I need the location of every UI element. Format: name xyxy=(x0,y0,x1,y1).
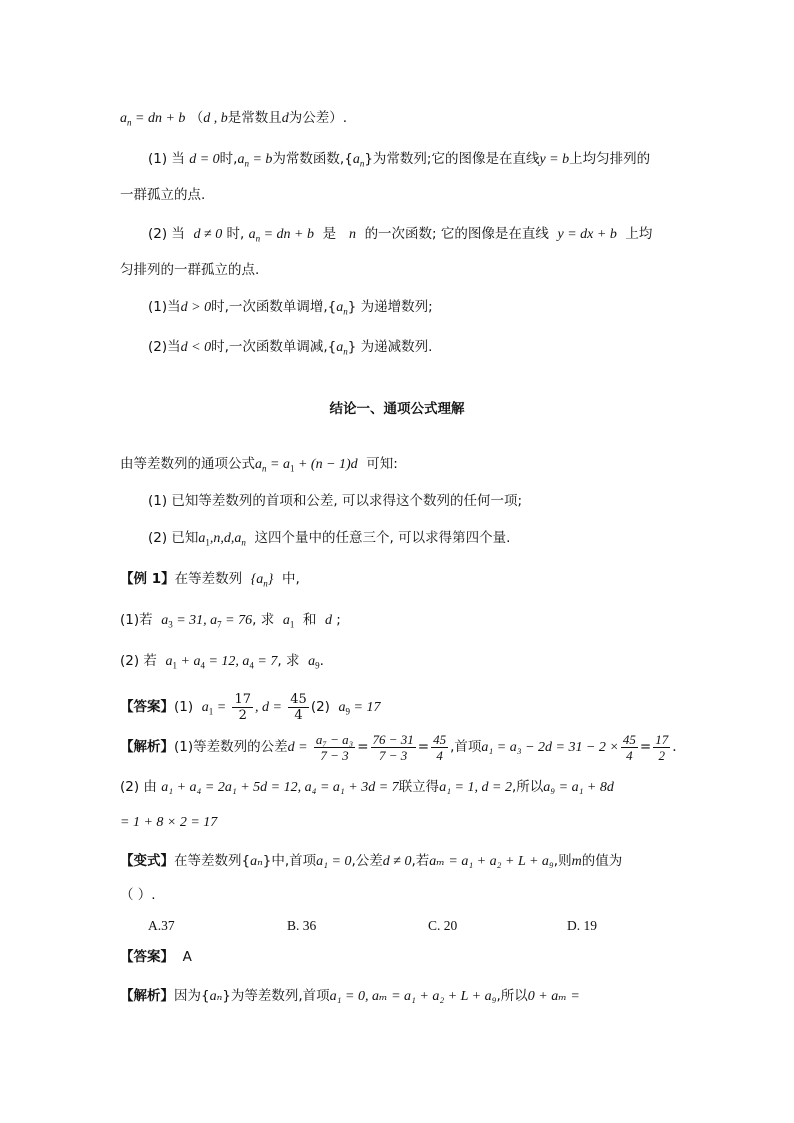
math: d = xyxy=(287,740,308,755)
math: + a xyxy=(177,654,201,669)
numerator: 45 xyxy=(433,732,447,747)
text: (2) 已知 xyxy=(148,530,199,546)
numerator: 45 xyxy=(622,732,636,747)
math: = 7 xyxy=(253,654,278,669)
label: 【例 1】 xyxy=(120,571,175,587)
denominator: 7 − 3 xyxy=(379,748,408,763)
math: = 76 xyxy=(221,613,253,628)
text: 因为{ xyxy=(174,988,210,1004)
text: 在等差数列 xyxy=(174,571,243,587)
text: 为常数函数,{ xyxy=(272,151,353,167)
math: d > 0 xyxy=(180,300,212,315)
text: (2) xyxy=(310,699,330,715)
math: = a xyxy=(266,457,290,472)
text: . xyxy=(319,653,324,669)
question-1 xyxy=(120,610,341,635)
answer-1 xyxy=(120,690,380,729)
text: (1)等差数列的公差 xyxy=(174,739,288,755)
text: (1)若 xyxy=(120,612,153,628)
math: = 12, a xyxy=(204,654,250,669)
math: d ≠ 0 xyxy=(193,227,223,242)
fraction xyxy=(314,732,355,763)
text: 为公差）. xyxy=(288,110,347,126)
math: a₁ = 1, d = 2 xyxy=(439,780,512,795)
numerator: a₇ − a₃ xyxy=(315,732,354,747)
math-sub: 9 xyxy=(345,706,351,717)
math: a xyxy=(248,227,256,242)
fraction xyxy=(653,732,670,763)
question-2 xyxy=(120,651,324,676)
text: 上均匀排列的 xyxy=(569,151,651,167)
text: }中,首项 xyxy=(262,853,317,869)
text: 和 xyxy=(302,612,317,628)
math: aₙ xyxy=(250,854,263,869)
text: } 为递减数列. xyxy=(347,339,433,355)
math: a xyxy=(352,152,360,167)
math: a xyxy=(198,531,206,546)
math: a xyxy=(201,700,209,715)
fraction xyxy=(371,732,416,763)
math-sub: 9 xyxy=(315,660,320,671)
math-sub: 1 xyxy=(289,619,295,630)
fraction xyxy=(621,732,638,763)
math: = dn + b xyxy=(260,227,314,242)
intro-line xyxy=(120,454,398,479)
case-d-zero-cont: 一群孤立的点. xyxy=(120,187,206,203)
text: ,若 xyxy=(411,853,430,869)
text: ,所以 xyxy=(511,779,544,795)
item-1: (1) 已知等差数列的首项和公差, 可以求得这个数列的任何一项; xyxy=(148,493,523,509)
text: 在等差数列{ xyxy=(174,853,251,869)
fraction xyxy=(288,692,309,723)
math: = 31, a xyxy=(172,613,218,628)
text: 的一次函数; 它的图像是在直线 xyxy=(364,226,549,242)
math-sub: 7 xyxy=(217,619,222,630)
math: d < 0 xyxy=(180,340,212,355)
math-sub: n xyxy=(244,158,249,169)
math: a₁ = a₃ − 2d = 31 − 2 × xyxy=(481,740,619,755)
text: , 求 xyxy=(252,612,275,628)
analysis-2 xyxy=(120,986,580,1007)
text: 可知: xyxy=(366,456,398,472)
analysis-1-result: = 1 + 8 × 2 = 17 xyxy=(120,815,218,830)
text: ,则 xyxy=(553,853,572,869)
numerator: 76 − 31 xyxy=(372,732,414,747)
math: ,n,d,a xyxy=(209,531,242,546)
math: = 17 xyxy=(350,700,381,715)
math-sub: 1 xyxy=(208,706,214,717)
math: y = b xyxy=(539,152,570,167)
text: ,首项 xyxy=(450,739,482,755)
text: (2)当 xyxy=(148,339,181,355)
math: aₘ = a₁ + a₂ + L + a₉ xyxy=(429,854,554,869)
text: }为常数列;它的图像是在直线 xyxy=(364,151,540,167)
math: = b xyxy=(248,152,273,167)
math: 0 + aₘ = xyxy=(527,989,580,1004)
section-title: 结论一、通项公式理解 xyxy=(329,401,465,417)
math-sub: 1 xyxy=(205,537,210,548)
text: ,所以 xyxy=(496,988,528,1004)
case-d-zero-line xyxy=(148,149,650,174)
math: a₁ + a₄ = 2a₁ + 5d = 12, a₄ = a₁ + 3d = 7 xyxy=(161,780,399,795)
text: (2) 当 xyxy=(148,226,185,242)
math: a xyxy=(161,613,169,628)
variant-paren: （ ）. xyxy=(120,887,156,903)
text: (2) 由 xyxy=(120,779,157,795)
analysis-1: 【解析】(1)等差数列的公差d = $\frac{\text{a₇ − a₃}}{7 - 3}$ = $\frac{76 - 31}{7 - 3}$ = $\frac{45}{4}$ ,首项a₁ = a₃ − 2d = 31 − 2 × $\frac{45}{4}$ = $\frac{17}{2}$ . xyxy=(120,732,677,763)
label: 【解析】 xyxy=(120,988,174,1004)
math: y = dx + b xyxy=(557,227,617,242)
text: } 为递增数列; xyxy=(347,299,433,315)
math: + (n − 1)d xyxy=(294,457,358,472)
math: a xyxy=(282,613,290,628)
text: 时,一次函数单调减,{ xyxy=(211,339,337,355)
general-term-formula-line xyxy=(120,108,347,133)
fraction xyxy=(232,692,253,723)
math: a xyxy=(308,654,316,669)
text: （ xyxy=(189,110,204,126)
math-sub: n xyxy=(241,537,246,548)
text: 的值为 xyxy=(581,853,623,869)
math-sub: 1 xyxy=(289,463,295,474)
denominator: 4 xyxy=(294,708,303,723)
math-sub: 4 xyxy=(200,660,205,671)
math-sub: 3 xyxy=(168,619,173,630)
denominator: 4 xyxy=(436,748,443,763)
label: 【解析】 xyxy=(120,739,174,755)
math-sub: n xyxy=(343,346,348,357)
text: }为等差数列,首项 xyxy=(222,988,330,1004)
text: 上均 xyxy=(625,226,653,242)
math: m xyxy=(571,854,582,869)
text: (1)当 xyxy=(148,299,181,315)
math: a xyxy=(338,700,346,715)
formula-var: a xyxy=(120,111,127,126)
math: a xyxy=(336,300,344,315)
math: a₁ = 0, aₘ = a₁ + a₂ + L + a₉ xyxy=(329,989,497,1004)
math: d ≠ 0 xyxy=(382,854,412,869)
math: n xyxy=(348,227,356,242)
math: d xyxy=(325,613,332,628)
math-sub: n xyxy=(262,463,267,474)
math: } xyxy=(267,572,274,587)
denominator: 2 xyxy=(658,748,665,763)
math-sub: n xyxy=(263,578,268,589)
choice-d: D. 19 xyxy=(567,918,597,933)
item-2 xyxy=(148,528,510,553)
choice-c: C. 20 xyxy=(428,918,458,933)
denominator: 4 xyxy=(626,748,633,763)
text: 时, xyxy=(219,151,238,167)
text: 联立得 xyxy=(398,779,440,795)
math-sub: 4 xyxy=(249,660,254,671)
text: (2) 若 xyxy=(120,653,157,669)
math-sub: n xyxy=(343,306,348,317)
math: aₙ xyxy=(209,989,223,1004)
text: (1) 当 xyxy=(148,151,185,167)
math: a xyxy=(255,457,262,472)
answer-2 xyxy=(120,947,192,967)
case-d-negative-line xyxy=(148,337,432,362)
analysis-1-part2 xyxy=(120,777,614,798)
case-d-nonzero-line xyxy=(148,224,652,249)
text: 时,一次函数单调增,{ xyxy=(211,299,337,315)
case-d-nonzero-cont: 匀排列的一群孤立的点. xyxy=(120,262,260,278)
case-d-positive-line xyxy=(148,297,433,322)
numerator: 45 xyxy=(290,692,307,707)
text: (1) xyxy=(174,699,194,715)
answer-value: A xyxy=(182,949,192,965)
math: d = 0 xyxy=(189,152,220,167)
numerator: 17 xyxy=(655,732,669,747)
label: 【答案】 xyxy=(120,949,174,965)
variant-question xyxy=(120,851,622,872)
numerator: 17 xyxy=(234,692,252,707)
choice-a: A.37 xyxy=(148,918,175,933)
math: a xyxy=(336,340,344,355)
text: ; xyxy=(336,612,341,628)
fraction xyxy=(431,732,448,763)
math: d , b xyxy=(203,111,228,126)
formula-rest: = dn + b xyxy=(131,111,186,126)
text: 这四个量中的任意三个, 可以求得第四个量. xyxy=(254,530,511,546)
example-1-heading xyxy=(120,569,300,594)
text: 是常数且 xyxy=(227,110,282,126)
math: {a xyxy=(250,572,264,587)
text: 中, xyxy=(282,571,300,587)
math: a₁ = 0 xyxy=(316,854,352,869)
math: d xyxy=(281,111,289,126)
label: 【变式】 xyxy=(120,853,174,869)
text: 是 xyxy=(322,226,337,242)
math: , d = xyxy=(255,700,282,715)
choice-b: B. 36 xyxy=(287,918,317,933)
text: 时, xyxy=(226,226,245,242)
math-sub: n xyxy=(359,158,365,169)
math-sub: 1 xyxy=(172,660,178,671)
math: a xyxy=(165,654,173,669)
denominator: 2 xyxy=(238,708,247,723)
text: ,公差 xyxy=(351,853,383,869)
math: = xyxy=(213,700,227,715)
math-sub: n xyxy=(255,233,261,244)
denominator: 7 − 3 xyxy=(320,748,349,763)
math: a₉ = a₁ + 8d xyxy=(543,780,614,795)
formula-sub: n xyxy=(127,117,132,128)
text: 由等差数列的通项公式 xyxy=(120,456,255,472)
text: , 求 xyxy=(277,653,300,669)
label: 【答案】 xyxy=(120,699,174,715)
math: a xyxy=(237,152,245,167)
